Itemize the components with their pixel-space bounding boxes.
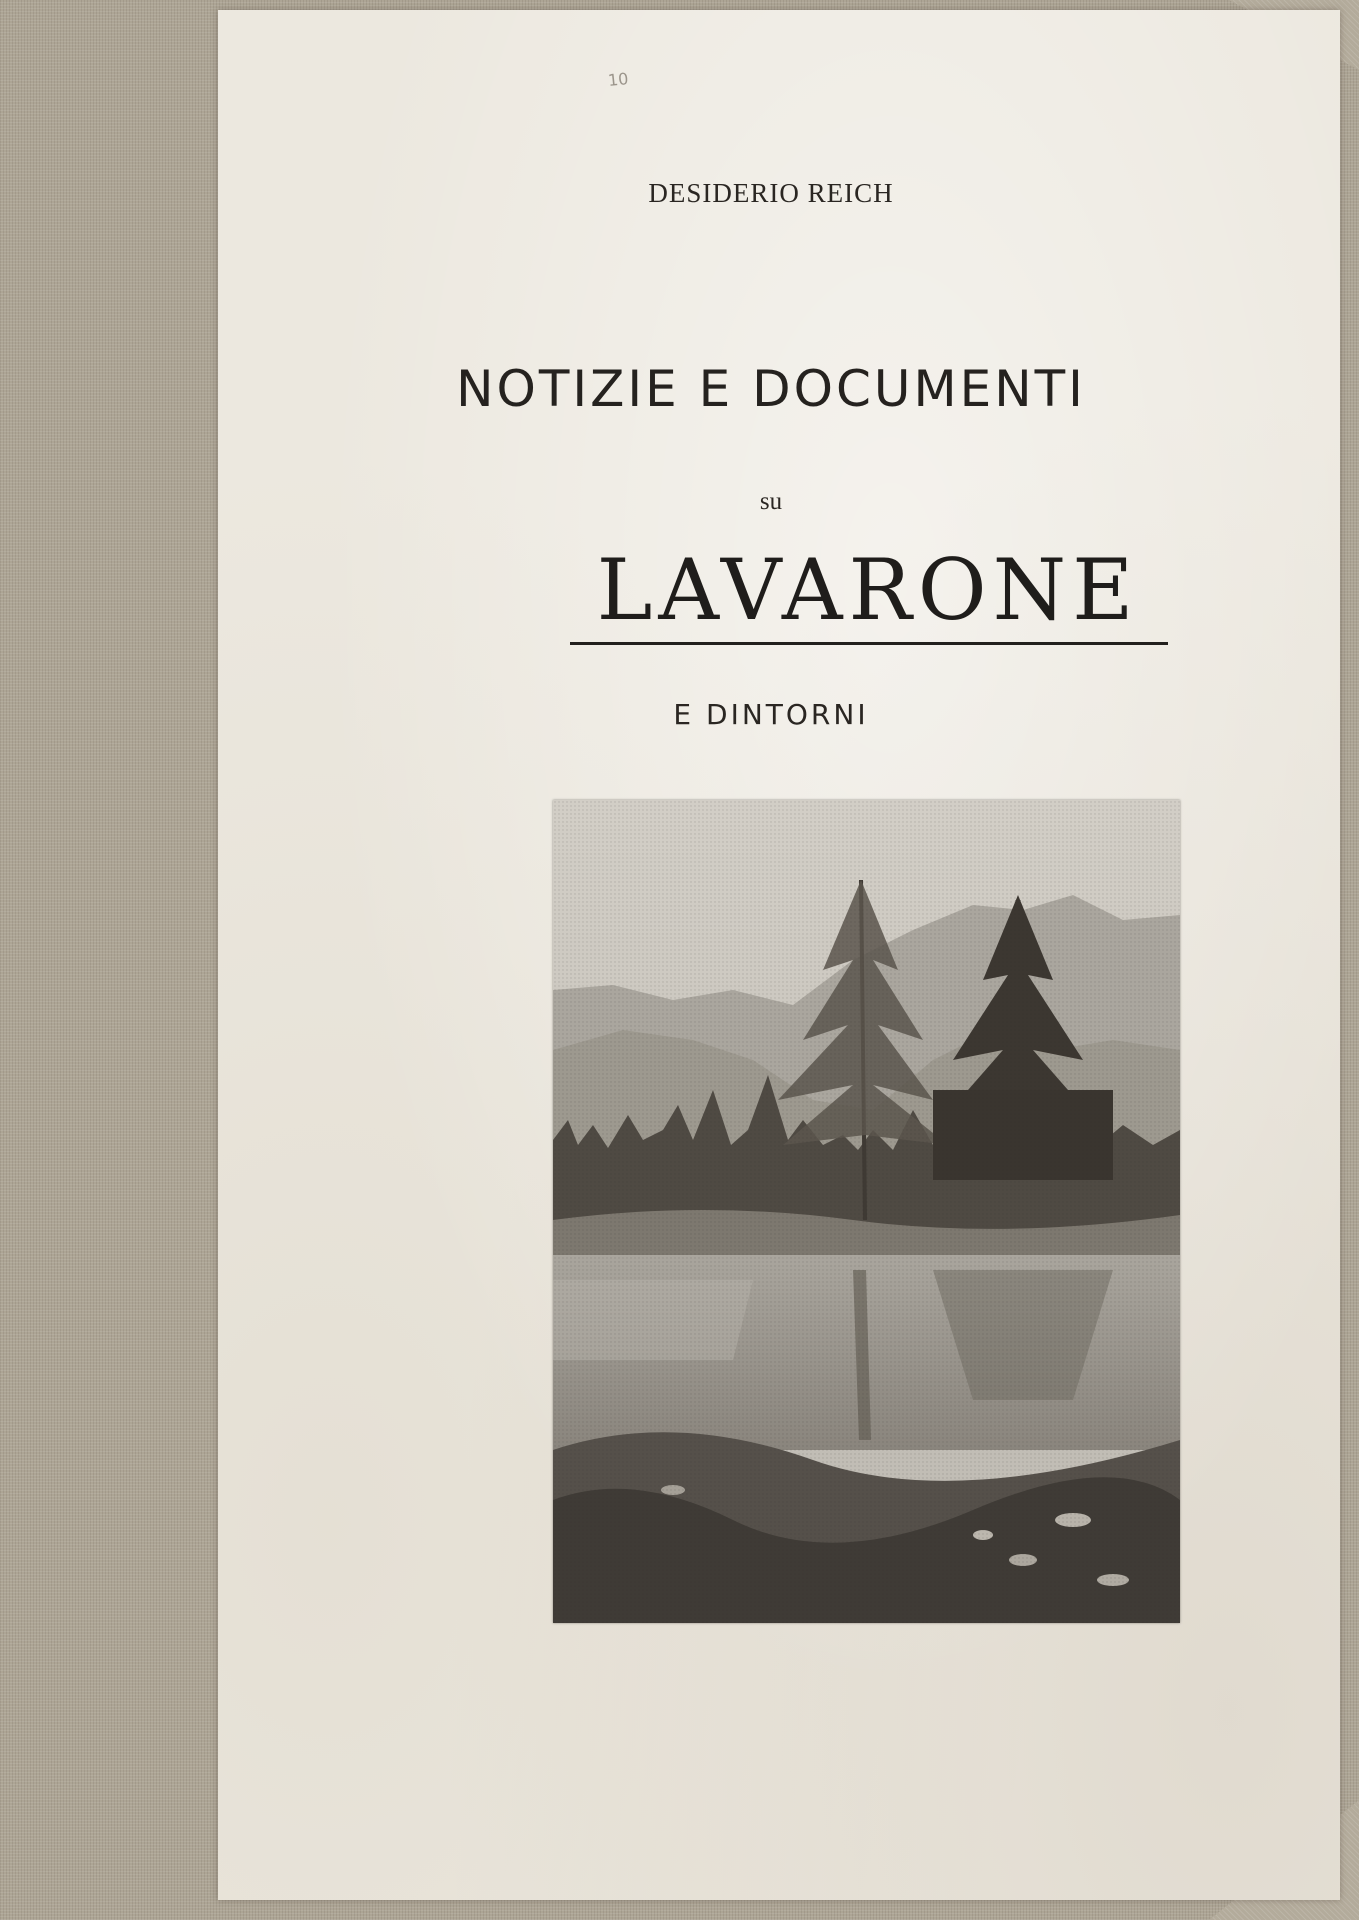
cover-label-paper — [218, 10, 1340, 1900]
title-line-1: NOTIZIE E DOCUMENTI — [456, 360, 1086, 418]
title-underline — [570, 642, 1168, 645]
landscape-photo — [553, 800, 1180, 1623]
author-name: DESIDERIO REICH — [648, 178, 894, 208]
title-connector: su — [759, 488, 783, 515]
subtitle: E DINTORNI — [673, 698, 869, 731]
main-title: LAVARONE — [596, 541, 1140, 639]
pencil-note: 10 — [607, 68, 630, 91]
landscape-photo-illustration — [553, 800, 1180, 1623]
